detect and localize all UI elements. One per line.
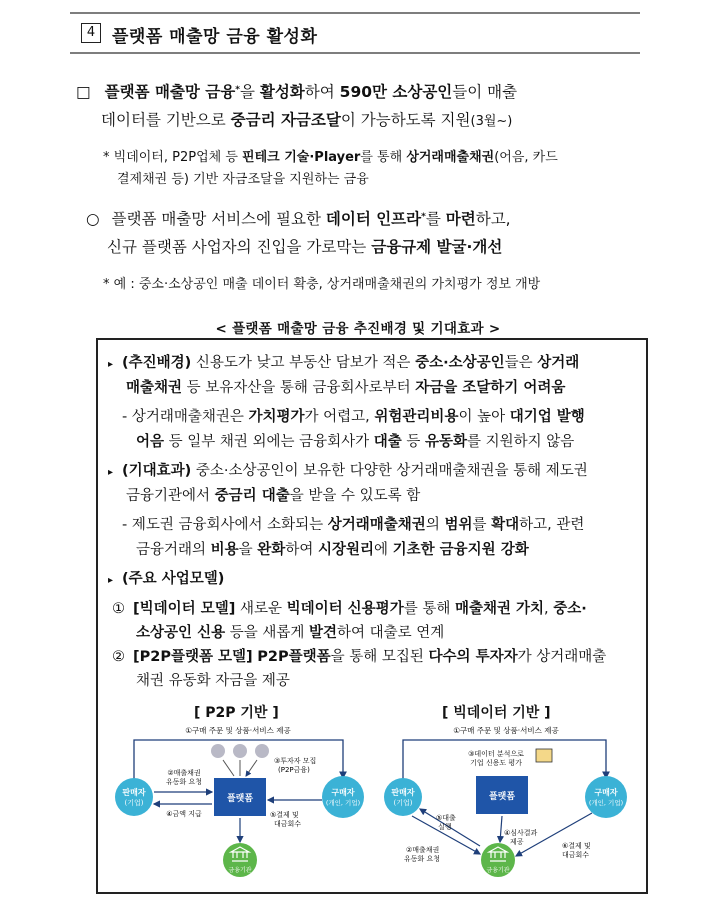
text: P2P플랫폼 bbox=[257, 649, 331, 665]
settle-sub: 대금회수 bbox=[274, 820, 302, 828]
paragraph-1-line-1 bbox=[76, 78, 517, 106]
text: 이 가능하도록 지원 bbox=[340, 111, 471, 129]
text: 다수의 투자자 bbox=[428, 649, 518, 665]
text: (3월~) bbox=[470, 114, 513, 129]
investor-icon bbox=[211, 744, 225, 758]
text: 확대 bbox=[491, 517, 520, 533]
buyer-sub: (개인, 기업) bbox=[325, 799, 361, 807]
text: 상거래매출채권 bbox=[406, 150, 495, 165]
finance-label: 금융기관 bbox=[228, 867, 252, 874]
text: 완화 bbox=[257, 542, 286, 558]
model-2-line-1 bbox=[112, 644, 606, 670]
text: , bbox=[544, 601, 554, 617]
text: 등을 새롭게 bbox=[225, 625, 309, 641]
text: (어음, 카드 bbox=[494, 150, 558, 165]
text: 범위 bbox=[444, 517, 473, 533]
text: 하여 bbox=[304, 83, 340, 101]
review-label: ④심사결과 bbox=[504, 829, 538, 837]
request-label: ②매출채권 bbox=[406, 846, 440, 854]
text: 상거래매출채권 bbox=[327, 517, 426, 533]
text: 들이 매출 bbox=[452, 83, 518, 101]
text: 가 상거래매출 bbox=[517, 649, 607, 665]
text: 대기업 발행 bbox=[509, 409, 585, 425]
business-model-heading bbox=[108, 566, 224, 594]
text: 금융기관에서 bbox=[126, 488, 215, 504]
text: 매출채권 bbox=[126, 380, 183, 396]
section-title: 플랫폼 매출망 금융 활성화 bbox=[112, 27, 318, 47]
text: 신규 플랫폼 사업자의 진입을 가로막는 bbox=[107, 238, 372, 256]
investor-label: ③투자자 모집 bbox=[274, 757, 317, 765]
text: 을 bbox=[238, 542, 258, 558]
paragraph-2-line-1 bbox=[86, 205, 511, 233]
top-flow-label: ①구매 주문 및 상품·서비스 제공 bbox=[453, 726, 559, 735]
text: 유동화 bbox=[425, 434, 468, 450]
text: 데이터를 기반으로 bbox=[101, 111, 231, 129]
text: 중금리 대출 bbox=[214, 488, 290, 504]
text: 중소· bbox=[553, 601, 587, 617]
text: - 상거래매출채권은 bbox=[122, 409, 249, 425]
text: 중소·소상공인 bbox=[415, 355, 505, 371]
square-bullet: □ bbox=[76, 83, 91, 101]
buyer-label: 구매자 bbox=[331, 788, 355, 797]
text: 에 bbox=[373, 542, 393, 558]
text: 발견 bbox=[308, 625, 337, 641]
effect-detail-line-2 bbox=[136, 537, 529, 563]
analysis-label: ③데이터 분석으로 bbox=[468, 750, 524, 758]
request-sub: 유동화 요청 bbox=[165, 778, 203, 786]
investor-icon bbox=[255, 744, 269, 758]
text: 기초한 금융지원 강화 bbox=[392, 542, 529, 558]
text: 소상공인 신용 bbox=[136, 625, 226, 641]
text: 하고, bbox=[475, 210, 511, 228]
text: 새로운 bbox=[235, 601, 287, 617]
text: [P2P플랫폼 모델] bbox=[133, 649, 253, 665]
text: 등 bbox=[401, 434, 426, 450]
background-detail-line-1 bbox=[122, 404, 585, 430]
text: 하여 대출로 연계 bbox=[336, 625, 445, 641]
number-badge: ① bbox=[112, 601, 125, 617]
text: 중소·소상공인이 보유한 다양한 상거래매출채권을 통해 제도권 bbox=[191, 463, 588, 479]
paragraph-2-line-2 bbox=[107, 233, 502, 261]
box-title: < 플랫폼 매출망 금융 추진배경 및 기대효과 > bbox=[215, 321, 501, 337]
review-sub: 제공 bbox=[510, 838, 524, 846]
text: 자금을 조달하기 어려움 bbox=[415, 380, 566, 396]
platform-label: 플랫폼 bbox=[488, 792, 516, 802]
paragraph-1-line-2 bbox=[101, 106, 512, 136]
text: 활성화 bbox=[259, 83, 305, 101]
footnote-2: * 예 : 중소·소상공인 매출 데이터 확충, 상거래매출채권의 가치평가 정보 개방 bbox=[103, 277, 541, 292]
payout-label: ④금액 지급 bbox=[166, 810, 202, 818]
request-sub: 유동화 요청 bbox=[404, 855, 441, 863]
text: 가 어렵고, bbox=[304, 409, 375, 425]
footnote-1-line-2: 결제채권 등) 기반 자금조달을 지원하는 금융 bbox=[117, 172, 369, 187]
effect-line-2 bbox=[126, 483, 420, 509]
text: 들은 bbox=[504, 355, 538, 371]
p2p-diagram-title: [ P2P 기반 ] bbox=[194, 705, 279, 721]
text: 등 일부 채권 외에는 금융회사가 bbox=[164, 434, 374, 450]
text: 빅데이터 신용평가 bbox=[286, 601, 404, 617]
text: 를 bbox=[472, 517, 492, 533]
text: 를 bbox=[425, 210, 446, 228]
text: 대출 bbox=[373, 434, 402, 450]
background-detail-line-2 bbox=[136, 429, 574, 455]
investor-sub: (P2P금융) bbox=[278, 766, 310, 774]
text: 시장원리 bbox=[317, 542, 374, 558]
text: 등 보유자산을 통해 금융회사로부터 bbox=[182, 380, 416, 396]
settle-label: ⑤결제 및 bbox=[270, 811, 299, 819]
buyer-label: 구매자 bbox=[594, 788, 618, 797]
text: 비용 bbox=[210, 542, 239, 558]
text: 데이터 인프라 bbox=[325, 210, 422, 228]
text: 하고, 관련 bbox=[519, 517, 585, 533]
buyer-node bbox=[322, 776, 364, 818]
text: * 빅데이터, P2P업체 등 bbox=[103, 150, 243, 165]
text: 신용도가 낮고 부동산 담보가 적은 bbox=[191, 355, 416, 371]
bigdata-diagram bbox=[376, 720, 648, 892]
text: (기대효과) bbox=[122, 463, 192, 479]
section-number: 4 bbox=[81, 23, 101, 43]
text: 금융거래의 bbox=[136, 542, 211, 558]
model-2-line-2: 채권 유동화 자금을 제공 bbox=[136, 673, 290, 689]
text: 핀테크 기술·Player bbox=[242, 150, 361, 165]
text: 를 통해 bbox=[403, 601, 455, 617]
text: 의 bbox=[425, 517, 445, 533]
seller-sub: (기업) bbox=[393, 799, 413, 807]
loan-sub: 실행 bbox=[438, 823, 452, 831]
seller-node bbox=[115, 778, 153, 816]
text: (추진배경) bbox=[122, 355, 192, 371]
triangle-bullet-icon: ▸ bbox=[108, 575, 114, 586]
effect-detail-line-1 bbox=[122, 512, 584, 538]
model-1-line-1 bbox=[112, 596, 587, 622]
buyer-node bbox=[585, 776, 627, 818]
investor-icon bbox=[233, 744, 247, 758]
number-badge: ② bbox=[112, 649, 125, 665]
text: 어음 bbox=[136, 434, 165, 450]
text: 을 통해 모집된 bbox=[330, 649, 429, 665]
seller-sub: (기업) bbox=[124, 799, 144, 807]
background-line-1 bbox=[108, 350, 579, 378]
text: 상거래 bbox=[537, 355, 580, 371]
seller-label: 판매자 bbox=[122, 788, 146, 797]
text: 가치평가 bbox=[248, 409, 305, 425]
loan-label: ⑤대출 bbox=[436, 814, 456, 822]
text: 마련 bbox=[445, 210, 476, 228]
analysis-sub: 기업 신용도 평가 bbox=[470, 759, 522, 767]
text: 금융규제 발굴·개선 bbox=[371, 238, 503, 256]
footnote-1-line-1 bbox=[103, 147, 558, 169]
text: 을 받을 수 있도록 함 bbox=[289, 488, 421, 504]
text: 중금리 자금조달 bbox=[230, 111, 341, 129]
text: 하여 bbox=[285, 542, 318, 558]
buyer-sub: (개인, 기업) bbox=[588, 799, 624, 807]
text: 590만 소상공인 bbox=[339, 83, 453, 101]
model-1-line-2 bbox=[136, 620, 444, 646]
text: 플랫폼 매출망 서비스에 필요한 bbox=[111, 210, 326, 228]
triangle-bullet-icon: ▸ bbox=[108, 467, 114, 478]
text: [빅데이터 모델] bbox=[133, 601, 236, 617]
text: - 제도권 금융회사에서 소화되는 bbox=[122, 517, 328, 533]
effect-line-1 bbox=[108, 458, 588, 486]
footnote-mark: * bbox=[421, 212, 426, 222]
text: 을 bbox=[239, 83, 260, 101]
text: 매출채권 가치 bbox=[454, 601, 545, 617]
text: 플랫폼 매출망 금융 bbox=[104, 83, 236, 101]
chart-icon bbox=[536, 749, 552, 762]
text: 를 지원하지 않음 bbox=[467, 434, 575, 450]
platform-label: 플랫폼 bbox=[226, 794, 254, 804]
text: 를 통해 bbox=[360, 150, 407, 165]
triangle-bullet-icon: ▸ bbox=[108, 359, 114, 370]
footnote-mark: * bbox=[235, 85, 240, 95]
seller-node bbox=[384, 778, 422, 816]
section-header bbox=[70, 12, 640, 54]
circle-bullet: ○ bbox=[86, 210, 100, 228]
investor-icons bbox=[211, 744, 269, 758]
top-flow-label: ①구매 주문 및 상품·서비스 제공 bbox=[185, 726, 291, 735]
finance-label: 금융기관 bbox=[486, 867, 510, 874]
text: 위험관리비용 bbox=[374, 409, 459, 425]
settle-sub: 대금회수 bbox=[562, 851, 590, 859]
text: 이 높아 bbox=[458, 409, 510, 425]
text: (주요 사업모델) bbox=[122, 571, 225, 587]
seller-label: 판매자 bbox=[391, 788, 415, 797]
summary-box bbox=[96, 338, 648, 894]
settle-label: ⑥결제 및 bbox=[562, 842, 591, 850]
p2p-diagram bbox=[98, 720, 373, 892]
investor-arrows bbox=[223, 760, 257, 776]
background-line-2 bbox=[126, 375, 565, 401]
bigdata-diagram-title: [ 빅데이터 기반 ] bbox=[442, 705, 551, 721]
request-label: ②매출채권 bbox=[167, 769, 201, 777]
